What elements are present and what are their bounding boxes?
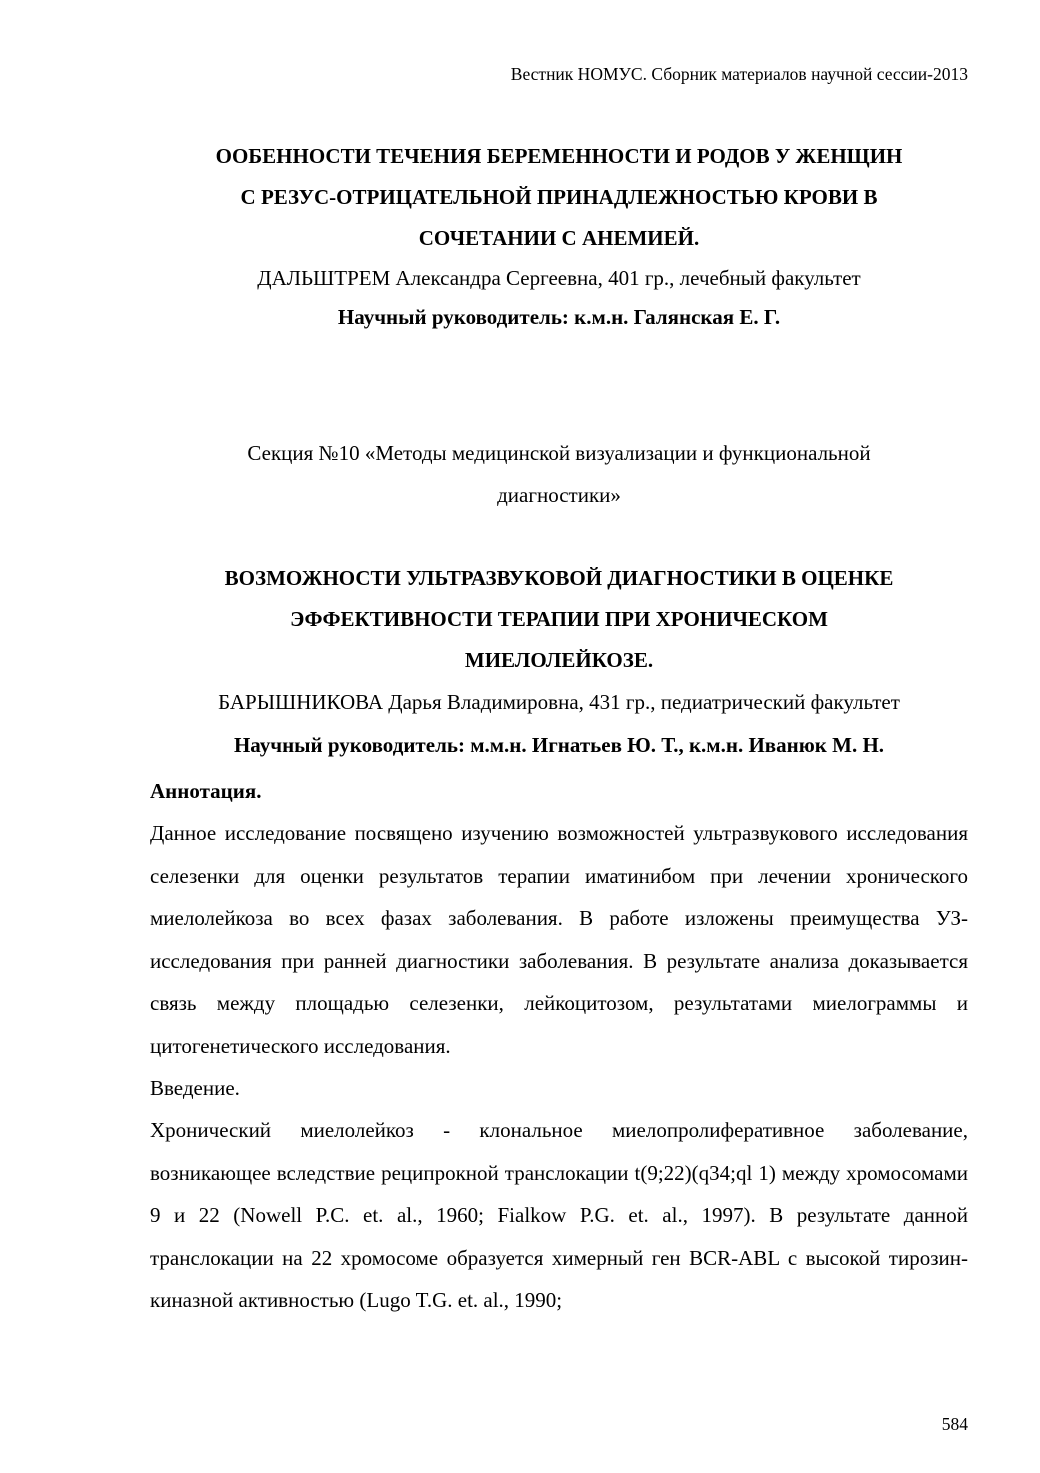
page-number: 584 <box>941 1414 968 1434</box>
article1-author: ДАЛЬШТРЕМ Александра Сергеевна, 401 гр., лечебный факультет <box>257 266 861 290</box>
article2-title-line: МИЕЛОЛЕЙКОЗЕ. <box>464 648 654 672</box>
article1-title <box>150 136 968 338</box>
intro-heading: Введение. <box>150 1076 240 1100</box>
article2-body <box>150 770 968 1322</box>
intro-text: Хронический миелолейкоз - клональное миелопролиферативное заболевание, возникающее вследствие реципрокной транслокации t(9;22)(q34;ql 1) между хромосомами 9 и 22 (Nowell P.C. et. al., 1960; Fialkow P.G. et. al., 1997). В результате данной транслокации на 22 хромосоме образуется химерный ген BCR-ABL с высокой тирозин-киназной активностью (Lugo T.G. et. al., 1990; <box>150 1118 968 1312</box>
article1-title-line: С РЕЗУС-ОТРИЦАТЕЛЬНОЙ ПРИНАДЛЕЖНОСТЬЮ КРОВИ В <box>240 185 878 209</box>
section-line: Секция №10 «Методы медицинской визуализации и функциональной <box>247 441 871 465</box>
document-page <box>150 0 968 1473</box>
running-header: Вестник НОМУС. Сборник материалов научной сессии-2013 <box>510 64 968 84</box>
abstract-text: Данное исследование посвящено изучению возможностей ультразвукового исследования селезенки для оценки результатов терапии иматинибом при лечении хронического миелолейкоза во всех фазах заболевания. В работе изложены преимущества УЗ-исследования при ранней диагностики заболевания. В результате анализа доказывается связь между площадью селезенки, лейкоцитозом, результатами миелограммы и цитогенетического исследования. <box>150 821 968 1058</box>
section-heading <box>150 432 968 516</box>
article2-supervisor: Научный руководитель: м.м.н. Игнатьев Ю. Т., к.м.н. Иванюк М. Н. <box>233 733 885 757</box>
article1-title-line: СОЧЕТАНИИ С АНЕМИЕЙ. <box>418 226 700 250</box>
section-line: диагностики» <box>497 483 621 507</box>
abstract-heading: Аннотация. <box>150 779 262 803</box>
article1-supervisor: Научный руководитель: к.м.н. Галянская Е. Г. <box>337 305 781 329</box>
article2-title <box>150 558 968 767</box>
article2-title-line: ЭФФЕКТИВНОСТИ ТЕРАПИИ ПРИ ХРОНИЧЕСКОМ <box>290 607 828 631</box>
article2-title-line: ВОЗМОЖНОСТИ УЛЬТРАЗВУКОВОЙ ДИАГНОСТИКИ В ОЦЕНКЕ <box>224 566 894 590</box>
article2-author: БАРЫШНИКОВА Дарья Владимировна, 431 гр., педиатрический факультет <box>218 690 900 714</box>
article1-title-line: ООБЕННОСТИ ТЕЧЕНИЯ БЕРЕМЕННОСТИ И РОДОВ У ЖЕНЩИН <box>215 144 903 168</box>
